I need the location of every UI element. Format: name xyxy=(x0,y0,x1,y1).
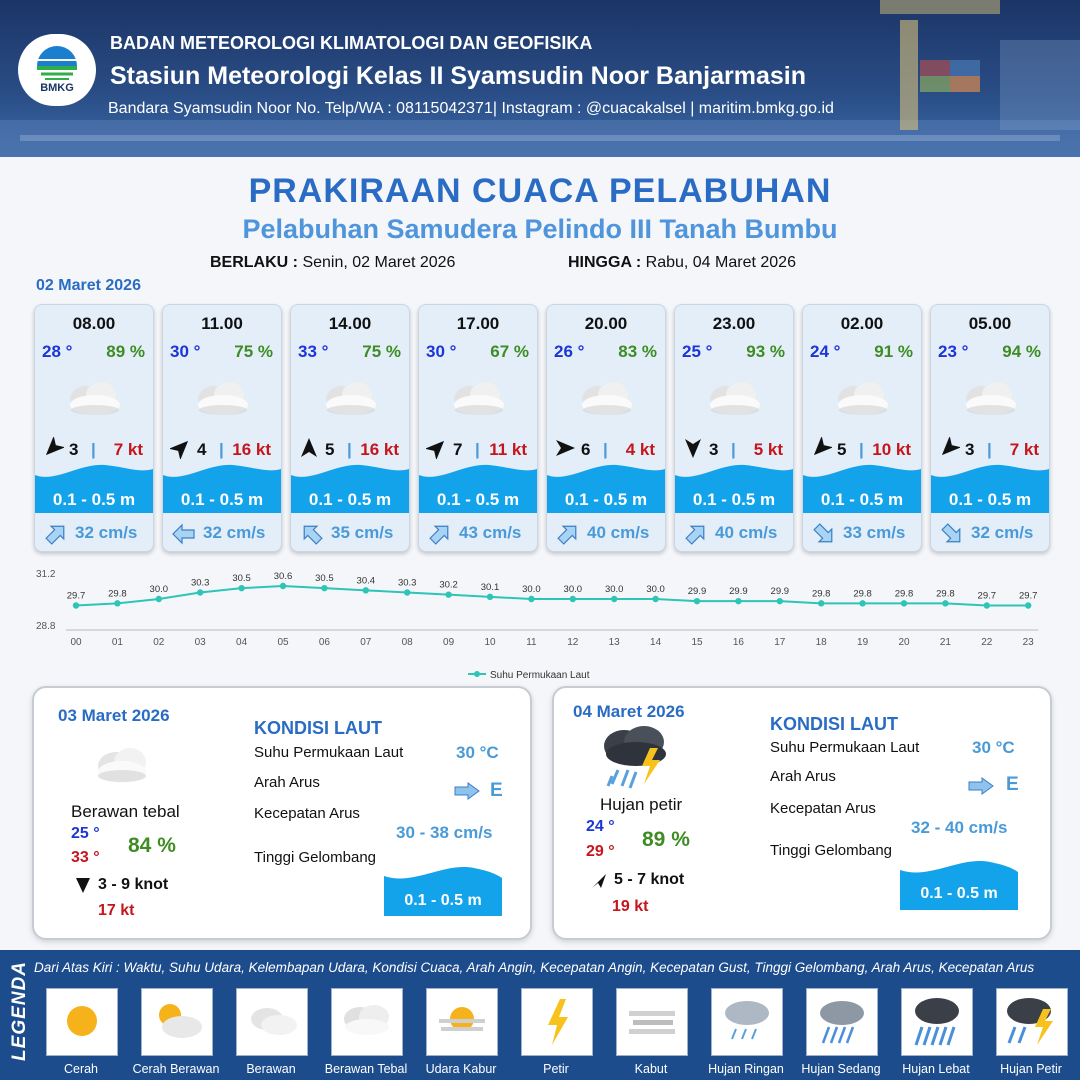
sst-value-label: 29.9 xyxy=(729,586,748,598)
day3-wave-label: Tinggi Gelombang xyxy=(770,842,893,859)
forecast-time: 20.00 xyxy=(584,314,628,333)
x-tick-label: 07 xyxy=(360,637,372,648)
air-temperature: 25 ° xyxy=(682,342,713,361)
legend-icon-box xyxy=(331,988,403,1056)
valid-to-label: HINGGA : xyxy=(568,254,642,271)
current-direction-icon xyxy=(44,522,68,546)
current-speed: 35 cm/s xyxy=(331,523,394,542)
sst-value-label: 30.2 xyxy=(439,579,458,591)
humidity: 75 % xyxy=(362,342,401,361)
gust-speed: 5 kt xyxy=(753,440,783,459)
day3-dir-value: E xyxy=(1006,774,1019,795)
valid-from-value: Senin, 02 Maret 2026 xyxy=(302,254,456,271)
current-direction-icon xyxy=(684,522,708,546)
wave-height: 0.1 - 0.5 m xyxy=(436,490,520,509)
x-tick-label: 21 xyxy=(939,637,951,648)
current-speed: 40 cm/s xyxy=(715,523,778,542)
wave-height: 0.1 - 0.5 m xyxy=(180,490,264,509)
valid-to-value: Rabu, 04 Maret 2026 xyxy=(645,254,796,271)
sst-point xyxy=(611,596,617,602)
x-tick-label: 14 xyxy=(650,637,662,648)
moderate-rain-icon xyxy=(807,989,877,1055)
sst-point xyxy=(73,602,79,608)
gust-speed: 16 kt xyxy=(232,440,271,459)
sst-point xyxy=(280,583,286,589)
forecast-time: 05.00 xyxy=(968,314,1012,333)
chart-legend-label: Suhu Permukaan Laut xyxy=(490,670,590,681)
wave-height: 0.1 - 0.5 m xyxy=(52,490,136,509)
x-tick-label: 05 xyxy=(277,637,289,648)
current-arrow-icon xyxy=(968,777,994,795)
organization-name: BADAN METEOROLOGI KLIMATOLOGI DAN GEOFISIKA xyxy=(110,33,593,53)
sst-point xyxy=(363,587,369,593)
wave-height: 0.1 - 0.5 m xyxy=(308,490,392,509)
day2-gust: 17 kt xyxy=(98,902,135,919)
forecast-time: 23.00 xyxy=(712,314,756,333)
separator: | xyxy=(219,440,224,459)
legend-label: Berawan xyxy=(246,1062,296,1076)
legend-label: Hujan Sedang xyxy=(801,1062,881,1076)
sst-point xyxy=(156,596,162,602)
x-tick-label: 10 xyxy=(484,637,496,648)
humidity: 67 % xyxy=(490,342,529,361)
sst-series-line xyxy=(76,586,1028,606)
day3-condition: Hujan petir xyxy=(600,795,683,814)
sst-value-label: 30.0 xyxy=(646,584,665,595)
air-temperature: 28 ° xyxy=(42,342,73,361)
humidity: 75 % xyxy=(234,342,273,361)
x-tick-label: 06 xyxy=(318,637,330,648)
air-temperature: 23 ° xyxy=(938,342,969,361)
sst-point xyxy=(445,591,451,597)
gust-speed: 16 kt xyxy=(360,440,399,459)
sst-point xyxy=(1025,602,1031,608)
air-temperature: 26 ° xyxy=(554,342,585,361)
legend-icon-box xyxy=(236,988,308,1056)
forecast-time: 17.00 xyxy=(456,314,500,333)
separator: | xyxy=(475,440,480,459)
sst-value-label: 29.8 xyxy=(936,588,955,600)
day3-speed-value: 32 - 40 cm/s xyxy=(911,818,1008,837)
wind-direction-icon xyxy=(938,437,960,459)
current-direction-icon xyxy=(812,522,836,546)
forecast-card xyxy=(546,304,666,552)
sst-point xyxy=(570,596,576,602)
day3-dir-label: Arah Arus xyxy=(770,768,836,785)
day2-wave-value: 0.1 - 0.5 m xyxy=(404,892,482,909)
sst-point xyxy=(114,600,120,606)
current-direction-icon xyxy=(940,522,964,546)
day3-panel xyxy=(552,686,1052,940)
legend-label: Petir xyxy=(543,1062,569,1076)
day2-kondisi-title: KONDISI LAUT xyxy=(254,718,382,738)
wave-height: 0.1 - 0.5 m xyxy=(948,490,1032,509)
page-subtitle: Pelabuhan Samudera Pelindo III Tanah Bumbu xyxy=(242,214,838,244)
legend-icon-box xyxy=(616,988,688,1056)
sst-value-label: 30.0 xyxy=(522,584,541,595)
day3-gust: 19 kt xyxy=(612,898,649,915)
legend-icon-box xyxy=(901,988,973,1056)
legend-label: Udara Kabur xyxy=(425,1062,497,1076)
cloudy-icon xyxy=(64,377,126,419)
day2-sst-label: Suhu Permukaan Laut xyxy=(254,744,404,761)
humidity: 83 % xyxy=(618,342,657,361)
forecast-card xyxy=(34,304,154,552)
wind-direction-icon xyxy=(554,437,576,459)
current-speed: 33 cm/s xyxy=(843,523,906,542)
legend-description: Dari Atas Kiri : Waktu, Suhu Udara, Kelembapan Udara, Kondisi Cuaca, Arah Angin, Kecepatan Angin, Kecepatan Gust, Tinggi Gelombang, Arah Arus, Kecepatan Arus xyxy=(34,960,1035,975)
day3-sst-label: Suhu Permukaan Laut xyxy=(770,739,920,756)
wind-speed: 4 xyxy=(197,440,207,459)
sst-point xyxy=(694,598,700,604)
chart-legend-marker xyxy=(474,671,480,677)
legend-title: LEGENDA xyxy=(9,961,30,1061)
day2-speed-value: 30 - 38 cm/s xyxy=(396,823,493,842)
humidity: 94 % xyxy=(1002,342,1041,361)
x-tick-label: 15 xyxy=(691,637,703,648)
wave-height: 0.1 - 0.5 m xyxy=(820,490,904,509)
day2-temp-min: 25 ° xyxy=(71,825,100,842)
cloudy-icon xyxy=(237,989,307,1055)
x-tick-label: 09 xyxy=(443,637,455,648)
haze-icon xyxy=(427,989,497,1055)
station-name: Stasiun Meteorologi Kelas II Syamsudin Noor Banjarmasin xyxy=(110,62,806,90)
gust-speed: 10 kt xyxy=(872,440,911,459)
x-tick-label: 02 xyxy=(153,637,165,648)
y-tick-label: 28.8 xyxy=(36,621,56,632)
header-banner xyxy=(0,0,1080,157)
x-tick-label: 03 xyxy=(194,637,206,648)
sst-point xyxy=(528,596,534,602)
sst-point xyxy=(487,594,493,600)
x-tick-label: 19 xyxy=(857,637,869,648)
gust-speed: 11 kt xyxy=(489,440,527,459)
separator: | xyxy=(731,440,736,459)
day2-temp-max: 33 ° xyxy=(71,849,100,866)
lightning-icon xyxy=(522,989,592,1055)
forecast-time: 14.00 xyxy=(328,314,372,333)
wind-speed: 5 xyxy=(837,440,847,459)
day3-date: 04 Maret 2026 xyxy=(573,702,685,721)
legend-label: Kabut xyxy=(634,1062,668,1076)
x-tick-label: 00 xyxy=(70,637,82,648)
sst-value-label: 30.0 xyxy=(604,584,624,595)
sst-value-label: 29.8 xyxy=(108,588,127,600)
wind-speed: 3 xyxy=(965,440,975,459)
separator: | xyxy=(91,440,96,459)
sst-value-label: 29.7 xyxy=(1018,590,1038,602)
sst-value-label: 29.9 xyxy=(770,586,790,598)
sst-point xyxy=(238,585,244,591)
day3-speed-label: Kecepatan Arus xyxy=(770,800,876,817)
wind-direction-icon xyxy=(42,437,64,459)
separator: | xyxy=(347,440,352,459)
cloudy-icon xyxy=(576,377,638,419)
sst-value-label: 30.6 xyxy=(273,571,293,582)
humidity: 91 % xyxy=(874,342,913,361)
sst-value-label: 29.8 xyxy=(811,588,831,600)
forecast-time: 02.00 xyxy=(840,314,884,333)
station-contact: Bandara Syamsudin Noor No. Telp/WA : 08115042371| Instagram : @cuacakalsel | maritim.bmkg.go.id xyxy=(108,100,834,117)
wave-height: 0.1 - 0.5 m xyxy=(564,490,648,509)
day1-date: 02 Maret 2026 xyxy=(36,277,141,294)
wind-speed: 3 xyxy=(69,440,79,459)
bmkg-emblem-icon xyxy=(33,46,81,80)
gust-speed: 4 kt xyxy=(625,440,655,459)
air-temperature: 33 ° xyxy=(298,342,329,361)
wind-direction-icon xyxy=(590,872,608,890)
sst-value-label: 30.3 xyxy=(190,577,210,589)
air-temperature: 24 ° xyxy=(810,342,841,361)
sst-value-label: 30.0 xyxy=(563,584,583,595)
sst-value-label: 30.0 xyxy=(149,584,169,595)
legend-label: Cerah xyxy=(63,1062,99,1076)
x-tick-label: 01 xyxy=(111,637,123,648)
sst-point xyxy=(735,598,741,604)
day2-humidity: 84 % xyxy=(128,834,176,857)
air-temperature: 30 ° xyxy=(170,342,201,361)
cloudy-icon xyxy=(192,377,254,419)
x-tick-label: 20 xyxy=(898,637,910,648)
current-speed: 32 cm/s xyxy=(971,523,1034,542)
humidity: 93 % xyxy=(746,342,785,361)
page-title: PRAKIRAAN CUACA PELABUHAN xyxy=(248,172,832,210)
sst-value-label: 30.5 xyxy=(315,573,334,585)
sst-value-label: 29.8 xyxy=(894,588,914,600)
sst-point xyxy=(984,602,990,608)
legend-label: Hujan Ringan xyxy=(708,1062,784,1076)
x-tick-label: 04 xyxy=(236,637,248,648)
x-tick-label: 18 xyxy=(815,637,827,648)
x-tick-label: 16 xyxy=(732,637,744,648)
sst-value-label: 29.8 xyxy=(853,588,872,600)
wind-direction-icon xyxy=(74,876,92,894)
day2-condition: Berawan tebal xyxy=(71,802,180,821)
current-arrow-icon xyxy=(454,782,480,800)
day2-speed-label: Kecepatan Arus xyxy=(254,805,360,822)
sst-point xyxy=(777,598,783,604)
wind-speed: 3 xyxy=(709,440,719,459)
humidity: 89 % xyxy=(106,342,145,361)
sst-point xyxy=(321,585,327,591)
wind-direction-icon xyxy=(298,437,320,459)
legend-icon-box xyxy=(711,988,783,1056)
cloudy-icon xyxy=(960,377,1022,419)
sst-point xyxy=(942,600,948,606)
gust-speed: 7 kt xyxy=(113,440,143,459)
x-tick-label: 17 xyxy=(774,637,786,648)
light-rain-icon xyxy=(712,989,782,1055)
valid-from-label: BERLAKU : xyxy=(210,254,298,271)
day3-sst-value: 30 °C xyxy=(972,738,1015,757)
separator: | xyxy=(987,440,992,459)
sst-value-label: 29.7 xyxy=(977,590,997,602)
day3-humidity: 89 % xyxy=(642,828,690,851)
day2-wind: 3 - 9 knot xyxy=(98,876,169,893)
wind-speed: 5 xyxy=(325,440,335,459)
current-speed: 40 cm/s xyxy=(587,523,650,542)
forecast-card xyxy=(930,304,1050,552)
legend xyxy=(0,950,1080,1080)
separator: | xyxy=(603,440,608,459)
wind-speed: 6 xyxy=(581,440,591,459)
legend-icon-box xyxy=(426,988,498,1056)
cloudy-icon xyxy=(320,377,382,419)
x-tick-label: 22 xyxy=(981,637,993,648)
sst-point xyxy=(404,589,410,595)
fog-icon xyxy=(617,989,687,1055)
day3-temp-max: 29 ° xyxy=(586,843,615,860)
sunny-icon xyxy=(47,989,117,1055)
forecast-time: 11.00 xyxy=(201,314,243,333)
legend-label: Cerah Berawan xyxy=(132,1062,220,1076)
cloudy-icon xyxy=(448,377,510,419)
legend-label: Hujan Petir xyxy=(1000,1062,1062,1076)
day2-dir-value: E xyxy=(490,780,503,801)
current-speed: 43 cm/s xyxy=(459,523,522,542)
sst-value-label: 30.1 xyxy=(480,581,500,593)
sst-value-label: 30.4 xyxy=(356,575,376,587)
thunderstorm-icon xyxy=(598,724,678,794)
day2-wave-label: Tinggi Gelombang xyxy=(254,849,377,866)
x-tick-label: 13 xyxy=(608,637,620,648)
thunderstorm-icon xyxy=(997,989,1067,1055)
current-speed: 32 cm/s xyxy=(75,523,138,542)
legend-icon-box xyxy=(806,988,878,1056)
day3-temp-min: 24 ° xyxy=(586,818,615,835)
current-direction-icon xyxy=(556,522,580,546)
sst-chart xyxy=(20,560,1070,690)
wind-direction-icon xyxy=(810,437,832,459)
sst-point xyxy=(197,589,203,595)
y-tick-label: 31.2 xyxy=(36,569,56,580)
cloudy-icon xyxy=(90,740,156,786)
sst-point xyxy=(859,600,865,606)
overcast-icon xyxy=(332,989,402,1055)
day3-wave-value: 0.1 - 0.5 m xyxy=(920,885,998,902)
separator: | xyxy=(859,440,864,459)
legend-icon-box xyxy=(46,988,118,1056)
legend-icon-box xyxy=(521,988,593,1056)
day2-panel xyxy=(32,686,532,940)
sst-point xyxy=(652,596,658,602)
wave-height: 0.1 - 0.5 m xyxy=(692,490,776,509)
legend-label: Hujan Lebat xyxy=(902,1062,970,1076)
forecast-card xyxy=(802,304,922,552)
day2-sst-value: 30 °C xyxy=(456,743,499,762)
logo-text: BMKG xyxy=(40,82,74,94)
sst-point xyxy=(901,600,907,606)
air-temperature: 30 ° xyxy=(426,342,457,361)
heavy-rain-icon xyxy=(902,989,972,1055)
current-direction-icon xyxy=(172,522,196,546)
sst-point xyxy=(818,600,824,606)
current-direction-icon xyxy=(428,522,452,546)
current-speed: 32 cm/s xyxy=(203,523,266,542)
bmkg-logo xyxy=(18,34,96,106)
sst-value-label: 30.3 xyxy=(397,577,417,589)
forecast-time: 08.00 xyxy=(72,314,116,333)
valid-from xyxy=(210,254,455,272)
day2-dir-label: Arah Arus xyxy=(254,774,320,791)
day3-kondisi-title: KONDISI LAUT xyxy=(770,714,898,734)
current-direction-icon xyxy=(300,522,324,546)
sst-value-label: 30.5 xyxy=(232,573,251,585)
cloudy-icon xyxy=(704,377,766,419)
day3-wind: 5 - 7 knot xyxy=(614,871,685,888)
wind-direction-icon xyxy=(170,437,192,459)
day2-date: 03 Maret 2026 xyxy=(58,706,170,725)
wind-direction-icon xyxy=(682,437,704,459)
forecast-card xyxy=(418,304,538,552)
x-tick-label: 11 xyxy=(526,637,537,648)
x-tick-label: 08 xyxy=(401,637,413,648)
forecast-card xyxy=(290,304,410,552)
x-tick-label: 12 xyxy=(567,637,579,648)
gust-speed: 7 kt xyxy=(1009,440,1039,459)
partly-cloudy-icon xyxy=(142,989,212,1055)
sst-value-label: 29.7 xyxy=(66,590,86,602)
wind-speed: 7 xyxy=(453,440,463,459)
sst-value-label: 29.9 xyxy=(687,586,707,598)
legend-icon-box xyxy=(996,988,1068,1056)
legend-label: Berawan Tebal xyxy=(324,1062,408,1076)
valid-to xyxy=(568,254,796,272)
wind-direction-icon xyxy=(426,437,448,459)
forecast-card xyxy=(674,304,794,552)
legend-icon-box xyxy=(141,988,213,1056)
forecast-card xyxy=(162,304,282,552)
x-tick-label: 23 xyxy=(1022,637,1034,648)
cloudy-icon xyxy=(832,377,894,419)
